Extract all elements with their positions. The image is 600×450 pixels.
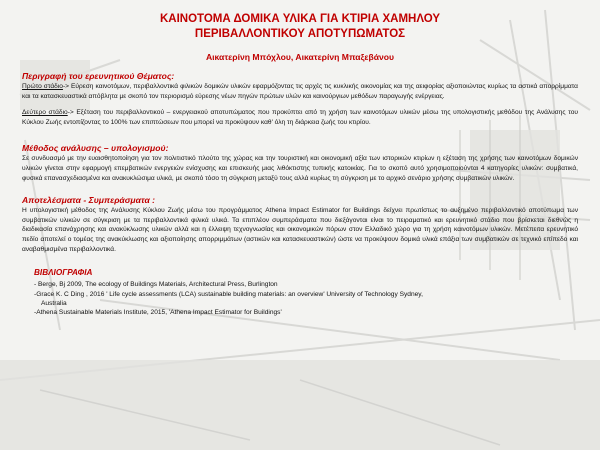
section-description [22,71,578,127]
poster-title-line-2: ΠΕΡΙΒΑΛΛΟΝΤΙΚΟΥ ΑΠΟΤΥΠΩΜΑΤΟΣ [194,28,406,40]
results-paragraph: Η υπολογιστική μέθοδος της Ανάλυσης Κύκλου Ζωής μέσω του προγράμματος Athena Impact Estimator for Buildings δείχνει πρωτίστως το αυξημένο περιβαλλοντικό αποτύπωμα των συμβατικών υλικών σε σύγκριση με τα περιβαλλοντικά φιλικά υλικά. Τα επιπλέον συμπεράσματα που διεξάγονται είναι το πειραματικό και ερευνητικό στάδιο που βρίσκεται διεθνώς η διαδικασία επανάχρησης και ανακύκλωσης υλικών αλλά και η έλλειψη τεχνογνωσίας και οικονομικών πόρων στον Ελλαδικό χώρο για τη χρήση καινοτόμων υλικών. Μετέπειτα ερευνητικό πεδίο αποτελεί ο τομέας της ανακύκλωσης και αξιοποίησης απορριμμάτων (αστικών και κατασκευαστικών) ώστε να προκύψουν δομικά υλικά επάξια των συμβατικών σε τεχνικό επίπεδο και αναβαθμισμένα περιβαλλοντικά. [22,207,578,253]
stage-1-text: -> Εύρεση καινοτόμων, περιβαλλοντικά φιλικών δομικών υλικών εφαρμόζοντας τις αρχές τις κυκλικής οικονομίας και της αειφορίας αξιοποιώντας κυρίως τα αστικά απορρίμματα και τα κατασκευαστικά απόβλητα με σκοπό τον περιορισμό εύρεσης νέων πηγών πρώτων υλών και καινούργιων μεθόδων παραγωγής ενέργειας. [22,83,578,100]
stage-1-label: Πρώτο στάδιο [22,83,63,90]
reference-item: - Berge, Bj 2009, The ecology of Buildings Materials, Architectural Press, Burlington [34,281,278,289]
section-method [22,143,578,183]
reference-item: -Grace K. C Ding , 2016 ' Life cycle assessments (LCA) sustainable building materials: an overview' University of Technology Sydney, [34,290,423,298]
section-heading: Περιγραφή του ερευνητικού Θέματος: [22,71,175,81]
section-heading: Μέθοδος ανάλυσης – υπολογισμού: [22,143,169,154]
authors: Αικατερίνη Μπόχλου, Αικατερίνη Μπαξεβάνου [205,52,395,62]
reference-item: Australia [41,299,67,307]
stage-1-paragraph [22,82,578,101]
section-heading: Αποτελέσματα - Συμπεράσματα : [22,195,156,206]
section-results [22,195,578,254]
stage-2-text: -> Εξέταση του περιβαλλοντικού – ενεργειακού αποτυπώματος που προκύπτει από τη χρήση των καινοτόμων υλικών μέσω της υπολογιστικής μεθόδου της Ανάλυσης του Κύκλου Ζωής εντοπίζοντας το 100% των επιπτώσεων που μπορεί να προκύψουν καθ' όλη τη διάρκεια ζωής του κτιρίου. [22,109,578,126]
poster-title-line-1: ΚΑΙΝΟΤΟΜΑ ΔΟΜΙΚΑ ΥΛΙΚΑ ΓΙΑ ΚΤΙΡΙΑ ΧΑΜΗΛΟΥ [159,13,441,25]
method-paragraph: Σε συνδυασμό με την ευαισθητοποίηση για τον πολιτιστικό πλούτο της χώρας και την τουριστική και οικονομική αξία των ιστορικών κτιρίων η εξέταση της χρήσης των καινοτόμων δομικών υλικών γίνεται στην εφαρμογή επεμβατικών ενεργειών ενίσχυσης και επισκευής μιας λιθόκτιστης τυπικής κατοικίας. Για το σκοπό αυτό χρησιμοποιούνται 4 κατηγορίες υλικών: συμβατικά, φυσικά επανασχεδιασμένα και ανακυκλώσιμα υλικά, με σκοπό τόσο τη σύγκριση μεταξύ τους αλλά κυρίως τη σύγκριση με το αρχικό σενάριο χρήσης συμβατικών υλικών. [22,155,578,182]
reference-item: -Athena Sustainable Materials Institute, 2015, 'Athena Impact Estimator for Buildings' [34,309,282,317]
stage-2-paragraph [22,108,578,127]
stage-2-label: Δεύτερο στάδιο [22,109,68,117]
references [22,268,578,318]
references-heading: ΒΙΒΛΙΟΓΡΑΦΙΑ [34,268,93,278]
